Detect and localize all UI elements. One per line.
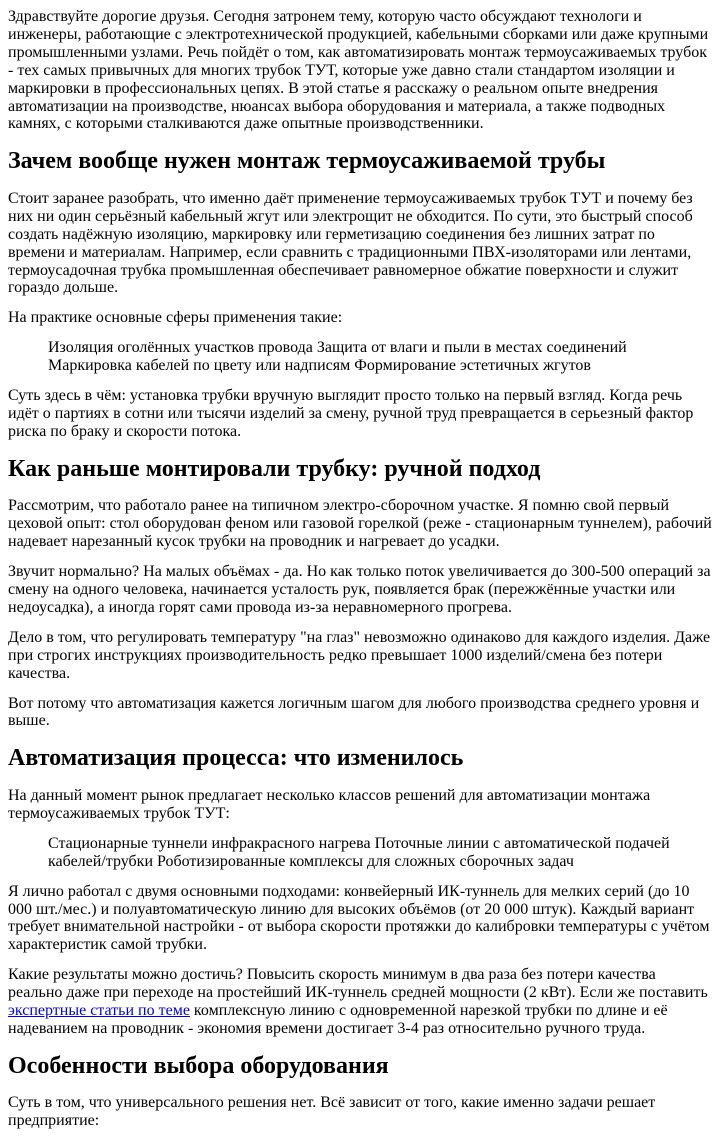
section-heading-equipment-choice: Особенности выбора оборудования <box>8 1052 389 1079</box>
paragraph: Звучит нормально? На малых объёмах - да. Но как только поток увеличивается до 300-500 операций за смену на одного человека, начинается усталость рук, появляется брак (пережжённые участки или недоусадка), а иногда горят сами провода из-за неравномерного прогрева. <box>8 563 711 616</box>
paragraph: Суть здесь в чём: установка трубки вручную выглядит просто только на первый взгляд. Когда речь идёт о партиях в сотни или тысячи изделий за смену, ручной труд превращается в серьезный фактор риска по браку и скорости потока. <box>8 387 694 440</box>
text-after-link: комплексную линию с одновременной нарезкой трубки по длине и её надеванием на проводник - экономия времени достигает 3-4 раз относительно ручного труда. <box>8 1002 668 1037</box>
intro-paragraph: Здравствуйте дорогие друзья. Сегодня затронем тему, которую часто обсуждают технологи и инженеры, работающие с электротехнической продукцией, кабельными сборками или даже крупными промышленными узлами. Речь пойдёт о том, как автоматизировать монтаж термоусаживаемых трубок - тех самых привычных для многих трубок ТУТ, которые уже давно стали стандартом изоляции и маркировки в профессиональных цепях. В этой статье я расскажу о реальном опыте внедрения автоматизации на производстве, нюансах выбора оборудования и материала, а также подводных камнях, с которыми сталкиваются даже опытные производственники. <box>8 8 709 133</box>
paragraph: Вот потому что автоматизация кажется логичным шагом для любого производства среднего уровня и выше. <box>8 694 700 730</box>
paragraph-with-link <box>8 966 712 1038</box>
paragraph: На практике основные сферы применения такие: <box>8 309 343 327</box>
paragraph: Дело в том, что регулировать температуру "на глаз" невозможно одинаково для каждого изделия. Даже при строгих инструкциях производительность редко превышает 1000 изделий/смена без потери качества. <box>8 628 711 682</box>
paragraph: Суть в том, что универсального решения нет. Всё зависит от того, какие именно задачи решает предприятие: <box>8 1094 656 1130</box>
paragraph: Стоит заранее разобрать, что именно даёт применение термоусаживаемых трубок ТУТ и почему без них ни один серьёзный кабельный жгут или электрощит не обходится. По сути, это быстрый способ создать надёжную изоляцию, маркировку или герметизацию соединения без лишних затрат по времени и материалам. Например, если сравнить с традиционными ПВХ-изоляторами или лентами, термоусадочная трубка промышленная обеспечивает равномерное обжатие поверхности и служит гораздо дольше. <box>8 189 693 297</box>
expert-articles-link[interactable]: экспертные статьи по теме <box>8 1002 190 1020</box>
section-heading-manual-approach: Как раньше монтировали трубку: ручной подход <box>8 455 541 482</box>
solutions-quote: Стационарные туннели инфракрасного нагрева Поточные линии с автоматической подачей кабелей/трубки Роботизированные комплексы для сложных сборочных задач <box>48 834 670 870</box>
paragraph: Я лично работал с двумя основными подходами: конвейерный ИК-туннель для мелких серий (до 10 000 шт./мес.) и полуавтоматическую линию для высоких объёмов (от 20 000 штук). Каждый вариант требует внимательной настройки - от выбора скорости протяжки до калибровки температуры с учётом характеристик самой трубки. <box>8 882 710 954</box>
applications-quote: Изоляция оголённых участков провода Защита от влаги и пыли в местах соединений Маркировка кабелей по цвету или надписям Формирование эстетичных жгутов <box>48 339 627 375</box>
paragraph: Рассмотрим, что работало ранее на типичном электро-сборочном участке. Я помню свой первый цеховой опыт: стол оборудован феном или газовой горелкой (реже - стационарным туннелем), рабочий надевает нарезанный кусок трубки на проводник и нагревает до усадки. <box>8 497 712 551</box>
text-before-link: Какие результаты можно достичь? Повысить скорость минимум в два раза без потери качества реально даже при переходе на простейший ИК-туннель средней мощности (2 кВт). Если же поставить <box>8 966 708 1002</box>
section-heading-automation: Автоматизация процесса: что изменилось <box>8 745 464 772</box>
article-body <box>8 8 712 1130</box>
paragraph: На данный момент рынок предлагает несколько классов решений для автоматизации монтажа термоусаживаемых трубок ТУТ: <box>8 786 651 822</box>
section-heading-why-needed: Зачем вообще нужен монтаж термоусаживаемой трубы <box>8 148 606 175</box>
